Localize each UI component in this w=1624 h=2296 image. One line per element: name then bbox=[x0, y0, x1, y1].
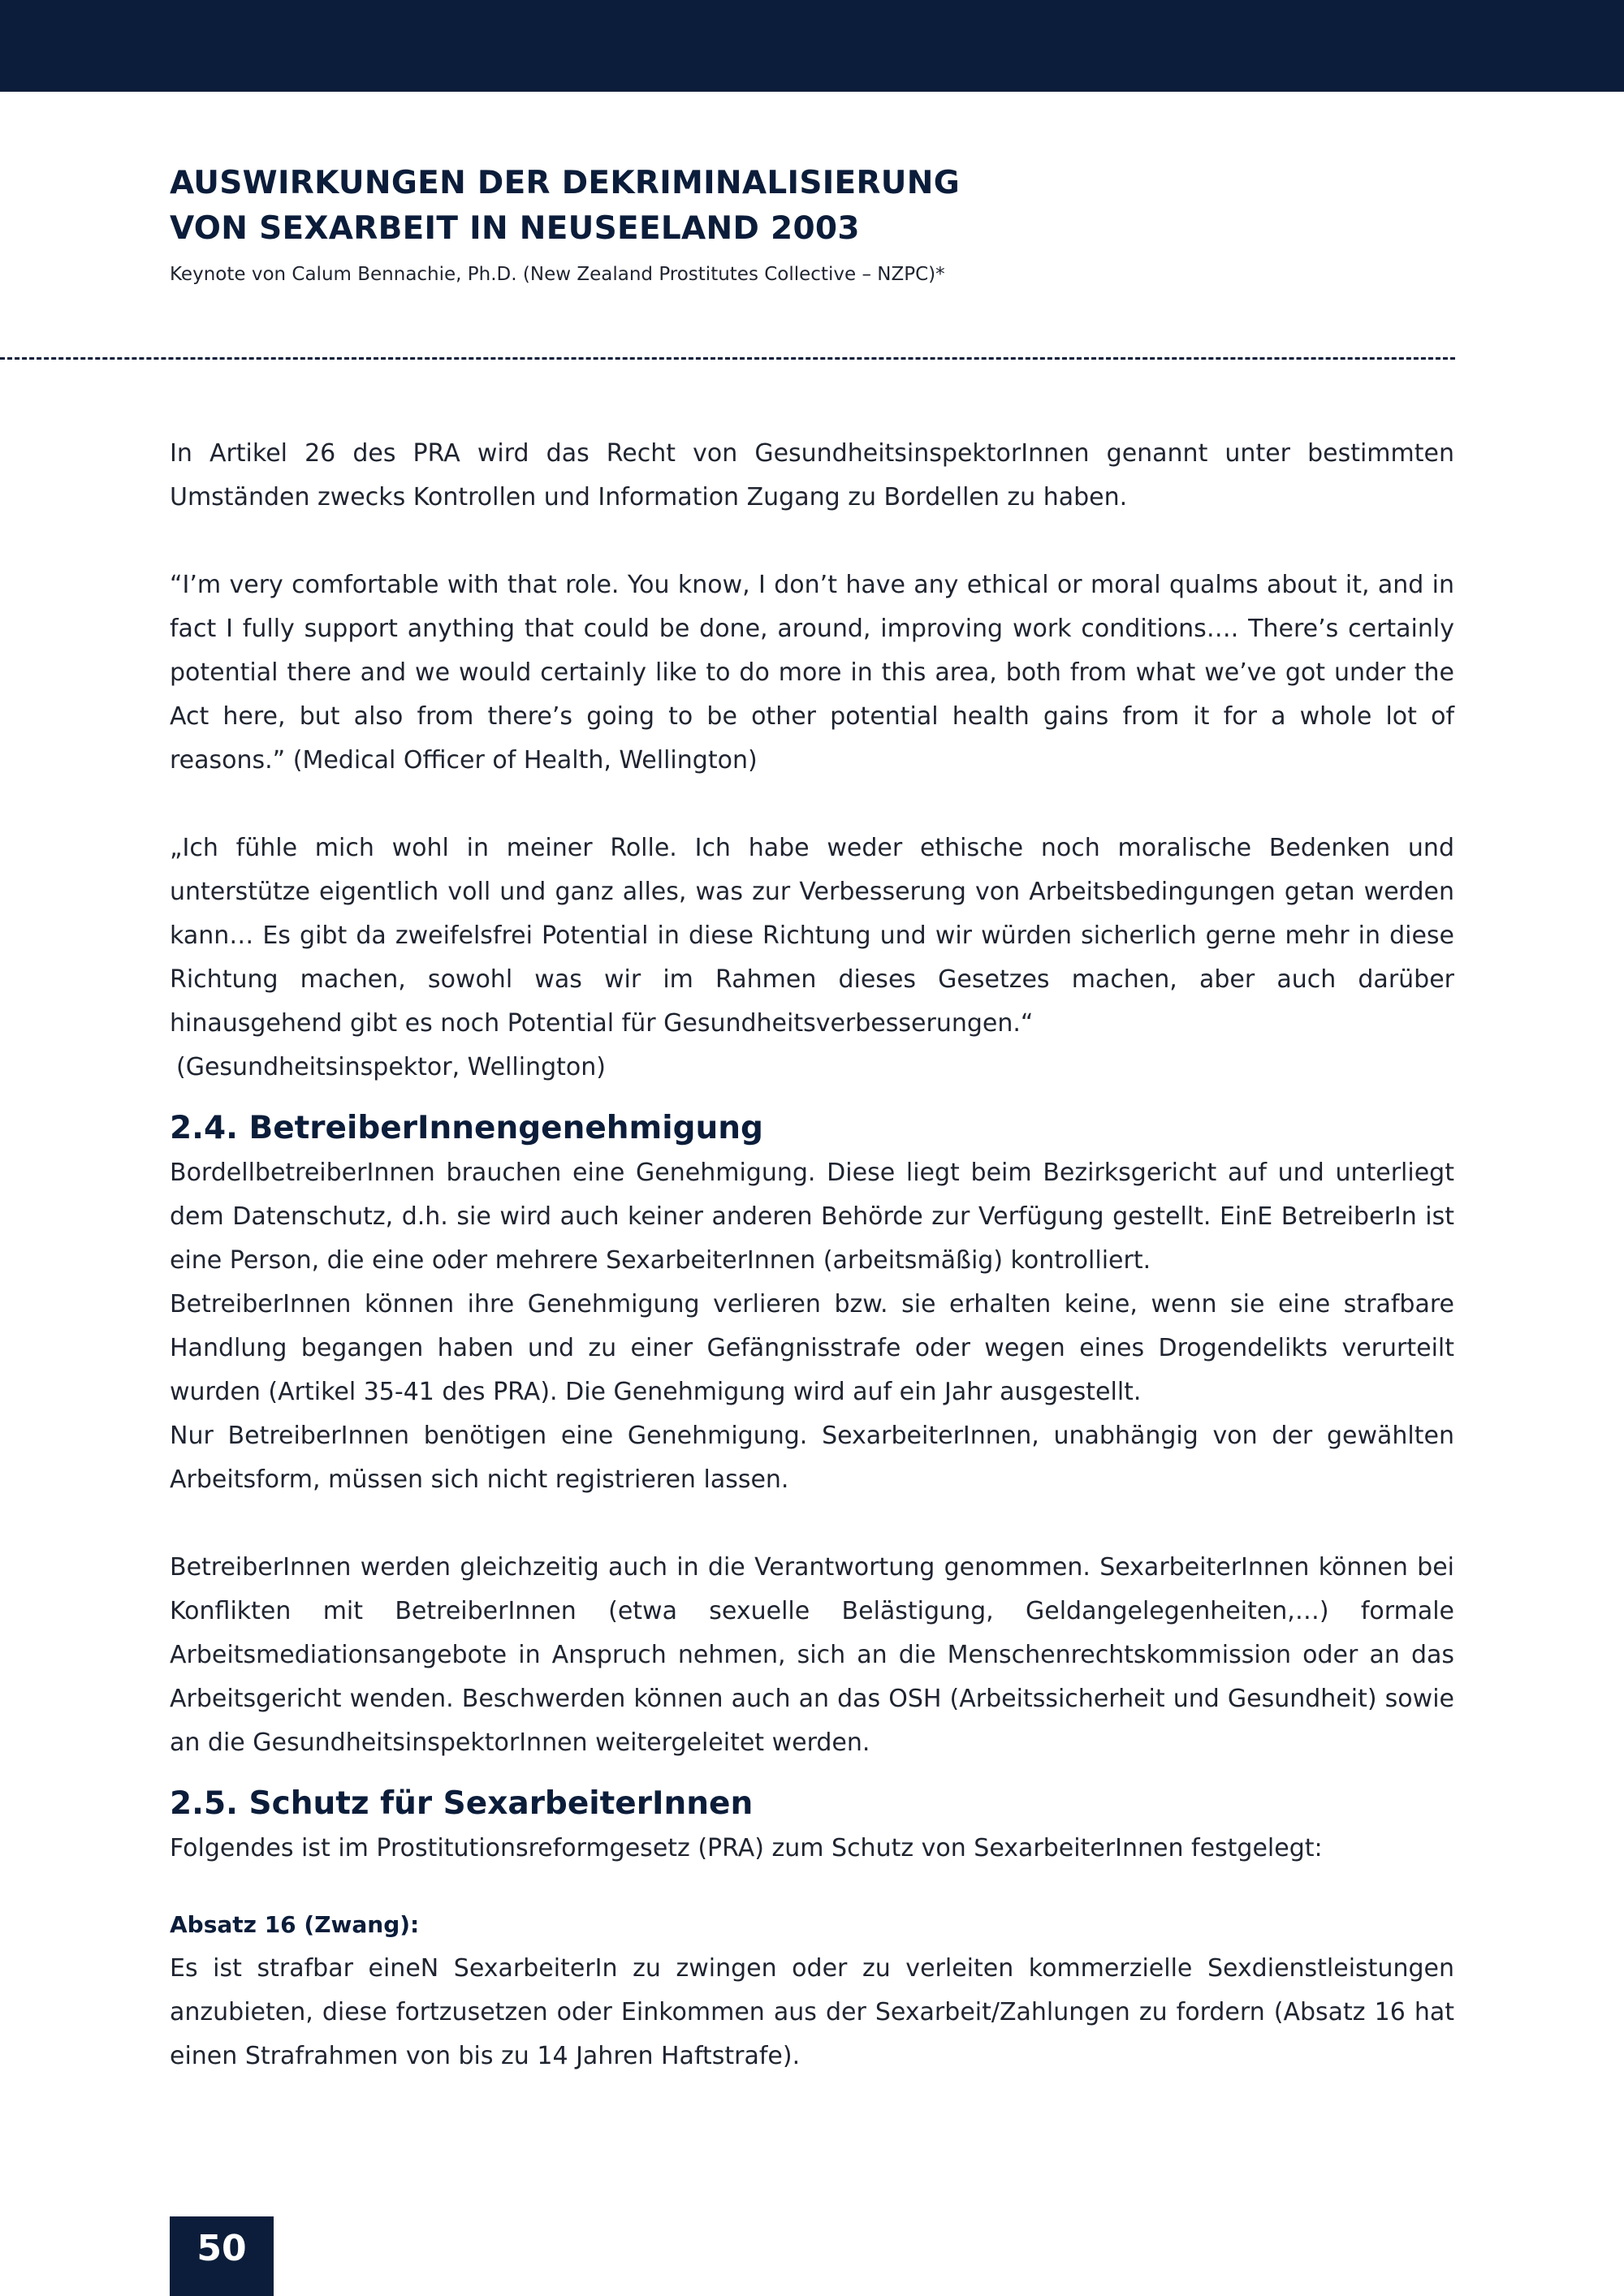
header bbox=[170, 161, 1469, 287]
section-heading-2-5: 2.5. Schutz für SexarbeiterInnen bbox=[170, 1785, 754, 1822]
section-heading-2-4: 2.4. BetreiberInnengenehmigung bbox=[170, 1110, 763, 1146]
page-number-badge bbox=[170, 2216, 274, 2296]
main-content bbox=[170, 432, 1454, 2078]
paragraph-2-5: Folgendes ist im Prostitutionsreformgesetz (PRA) zum Schutz von SexarbeiterInnen festgelegt: bbox=[170, 1834, 1323, 1862]
subheading-absatz-16: Absatz 16 (Zwang): bbox=[170, 1911, 420, 1938]
top-banner bbox=[0, 0, 1624, 92]
page-subtitle: Keynote von Calum Bennachie, Ph.D. (New Zealand Prostitutes Collective – NZPC)* bbox=[170, 264, 945, 285]
paragraph-2-4-c: Nur BetreiberInnen benötigen eine Genehmigung. SexarbeiterInnen, unabhängig von der gewählten Arbeitsform, müssen sich nicht registrieren lassen. bbox=[170, 1422, 1454, 1494]
paragraph-2-4-b: BetreiberInnen können ihre Genehmigung verlieren bzw. sie erhalten keine, wenn sie eine strafbare Handlung begangen haben und zu einer Gefängnisstrafe oder wegen eines Drogendelikts verurteilt wurden (Artikel 35-41 des PRA). Die Genehmigung wird auf ein Jahr ausgestellt. bbox=[170, 1290, 1454, 1406]
quote-german-source: (Gesundheitsinspektor, Wellington) bbox=[176, 1053, 606, 1081]
quote-english: “I’m very comfortable with that role. You know, I don’t have any ethical or moral qualms about it, and in fact I fully support anything that could be done, around, improving work conditions…. There’s certainly potential there and we would certainly like to do more in this area, both from what we’ve got under the Act here, but also from there’s going to be other potential health gains from it for a whole lot of reasons.” (Medical Officer of Health, Wellington) bbox=[170, 571, 1454, 775]
paragraph-absatz-16: Es ist strafbar eineN SexarbeiterIn zu zwingen oder zu verleiten kommerzielle Sexdienstleistungen anzubieten, diese fortzusetzen oder Einkommen aus der Sexarbeit/Zahlungen zu fordern (Absatz 16 hat einen Strafrahmen von bis zu 14 Jahren Haftstrafe). bbox=[170, 1954, 1454, 2070]
paragraph-article-26: In Artikel 26 des PRA wird das Recht von GesundheitsinspektorInnen genannt unter bestimmten Umständen zwecks Kontrollen und Information Zugang zu Bordellen zu haben. bbox=[170, 439, 1454, 511]
quote-german: „Ich fühle mich wohl in meiner Rolle. Ich habe weder ethische noch moralische Bedenken und unterstütze eigentlich voll und ganz alles, was zur Verbesserung von Arbeitsbedingungen getan werden kann… Es gibt da zweifelsfrei Potential in diese Richtung und wir würden sicherlich gerne mehr in diese Richtung machen, sowohl was wir im Rahmen dieses Gesetzes machen, aber auch darüber hinausgehend gibt es noch Potential für Gesundheitsverbesserungen.“ bbox=[170, 834, 1454, 1038]
page-number: 50 bbox=[197, 2228, 247, 2269]
page-title-line-1: AUSWIRKUNGEN DER DEKRIMINALISIERUNG bbox=[170, 165, 961, 201]
page-title-line-2: VON SEXARBEIT IN NEUSEELAND 2003 bbox=[170, 210, 860, 247]
paragraph-2-4-a: BordellbetreiberInnen brauchen eine Genehmigung. Diese liegt beim Bezirksgericht auf und unterliegt dem Datenschutz, d.h. sie wird auch keiner anderen Behörde zur Verfügung gestellt. EinE BetreiberIn ist eine Person, die eine oder mehrere SexarbeiterInnen (arbeitsmäßig) kontrolliert. bbox=[170, 1159, 1454, 1275]
paragraph-2-4-d: BetreiberInnen werden gleichzeitig auch in die Verantwortung genommen. SexarbeiterInnen können bei Konflikten mit BetreiberInnen (etwa sexuelle Belästigung, Geldangelegenheiten,…) formale Arbeitsmediationsangebote in Anspruch nehmen, sich an die Menschenrechtskommission oder an das Arbeitsgericht wenden. Beschwerden können auch an das OSH (Arbeitssicherheit und Gesundheit) sowie an die GesundheitsinspektorInnen weitergeleitet werden. bbox=[170, 1553, 1454, 1757]
dashed-divider bbox=[0, 357, 1455, 360]
